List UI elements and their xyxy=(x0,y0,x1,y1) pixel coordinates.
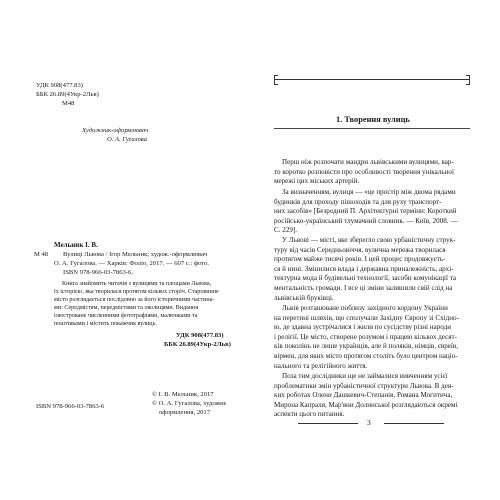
designer-name: О. А. Гугалова xyxy=(107,136,148,143)
chapter-page xyxy=(258,0,500,500)
catalog-line: О. А. Гугалова. — Харків: Фоліо, 2017. — 607 с.: фото. xyxy=(54,260,210,267)
text-line: львівській бруківці. xyxy=(274,293,334,302)
chapter-title: 1. Творення вулиць xyxy=(336,115,410,124)
text-line: У Львові — місті, яке зберегло свою урбаністичну струк- xyxy=(282,236,456,244)
bottom-udk: УДК 908(477.83) xyxy=(176,332,224,339)
text-line: російсько-український тлумачний словник. — Київ, 2008. — xyxy=(274,216,458,225)
text-line: С. 229]. xyxy=(274,226,298,235)
text-line: них засобів» [Безродний П. Архітектурні терміни: Короткий xyxy=(274,207,457,216)
annotation-line: місто розглядається послідовно за його історичними частина- xyxy=(54,297,215,303)
copyright-line: оформлення, 2017 xyxy=(159,409,211,416)
udk-code: УДК 908(477.83) xyxy=(36,82,83,89)
catalog-mark: М 48 xyxy=(34,251,49,258)
text-line: нального та релігійного життя. xyxy=(274,361,368,370)
annotation-line: ми: Середмістям, передмістями та околицями. Видання xyxy=(54,305,199,311)
paragraph xyxy=(274,236,469,303)
text-line: Львів розташоване поблизу західного кордону України xyxy=(282,304,448,312)
text-line: ків поколінь не лише українців, але й поляків, німців, євреїв, xyxy=(274,342,459,351)
paragraph xyxy=(274,372,469,420)
text-line: проблематики змін урбаністичної структури Львова. В дея- xyxy=(274,381,454,390)
text-line: протягом майже тисячі років. І цей процес продовжуєть- xyxy=(274,255,446,264)
bbk-code: ББК 26.89(4Укр-2Льв) xyxy=(36,91,99,98)
text-line: на перетині шляхів, що сполучали Західну Європу зі Східно- xyxy=(274,313,459,322)
text-line: то коротко розповісти про особливості творення унікальної xyxy=(274,167,454,176)
text-line: ких роботах Олени Дашкевич-Степанів, Романа Могитича, xyxy=(274,391,453,400)
text-line: Перш ніж розпочати мандри львівськими вулицями, вар- xyxy=(282,158,454,166)
text-line: За визначенням, вулиця — «це простір між двома рядами xyxy=(282,188,456,196)
page-number: 3 xyxy=(367,418,371,427)
text-line: тектурна мода й будівельні технології, засоби комунікації та xyxy=(274,274,457,283)
text-line: вірмен, для яких місто протягом століть було центром націо- xyxy=(274,351,458,360)
folio-rule-right xyxy=(384,423,444,424)
text-line: аспекти цього питання. xyxy=(274,410,345,419)
folio-rule-left xyxy=(298,423,358,424)
annotation-line: ілюстроване численними фотографіями, малюнками та xyxy=(54,313,198,319)
annotation xyxy=(54,280,219,328)
title-rule xyxy=(274,128,470,129)
paragraph xyxy=(274,158,469,187)
copyright-line: © О. А. Гугалова, художнє xyxy=(152,400,227,407)
paragraph xyxy=(274,188,469,236)
annotation-line: поштівками і містить покажчик вулиць. xyxy=(54,321,157,327)
catalog-line: Вулиці Львова / Ігор Мельник; худож.-оформлювач xyxy=(63,251,208,258)
designer-label: Художник-оформлювач xyxy=(82,127,149,134)
bottom-bbk: ББК 26.89(4Укр-2Льв) xyxy=(164,341,231,348)
text-line: ментальність громади. І все ці зміни залишили свій слід на xyxy=(274,283,453,292)
annotation-line: їх історією, яка творилася протягом кількох сторіч. Старовинне xyxy=(54,289,219,295)
text-line: ся й нині. Змінилися влада і державна приналежність, архі- xyxy=(274,264,454,273)
text-line: ю, де здавна зустрічалися і жили по сусідству різні народи xyxy=(274,323,452,332)
ornamental-rule-top xyxy=(274,74,470,86)
isbn: ISBN 978-966-03-7863-6 xyxy=(36,403,105,410)
author-mark: М48 xyxy=(62,100,75,107)
paragraph xyxy=(274,304,469,371)
catalog-line: ISBN 978-966-03-7863-6. xyxy=(63,269,133,276)
copyright-line: © І. В. Мельник, 2017 xyxy=(152,391,214,398)
catalog-heading: Мельник І. В. xyxy=(54,241,98,249)
annotation-line: Книга знайомить читачів з вулицями та площами Львова, xyxy=(62,281,212,287)
text-line: мережі цих міських артерій. xyxy=(274,177,360,186)
text-line: Поза тим дослідники ще не займалися вивченням усієї xyxy=(282,372,448,380)
text-line: туру від часів Середньовіччя, вулична мережа творилася xyxy=(274,245,446,254)
text-line: і релігії. Це місто, створене розумом і працею кількох десят- xyxy=(274,332,458,341)
text-line: Мирона Капраля, Мар'яни Долинської розглядаються окремі xyxy=(274,400,458,409)
text-line: будинків для проходу пішоходів та для руху транспорт- xyxy=(274,197,442,206)
